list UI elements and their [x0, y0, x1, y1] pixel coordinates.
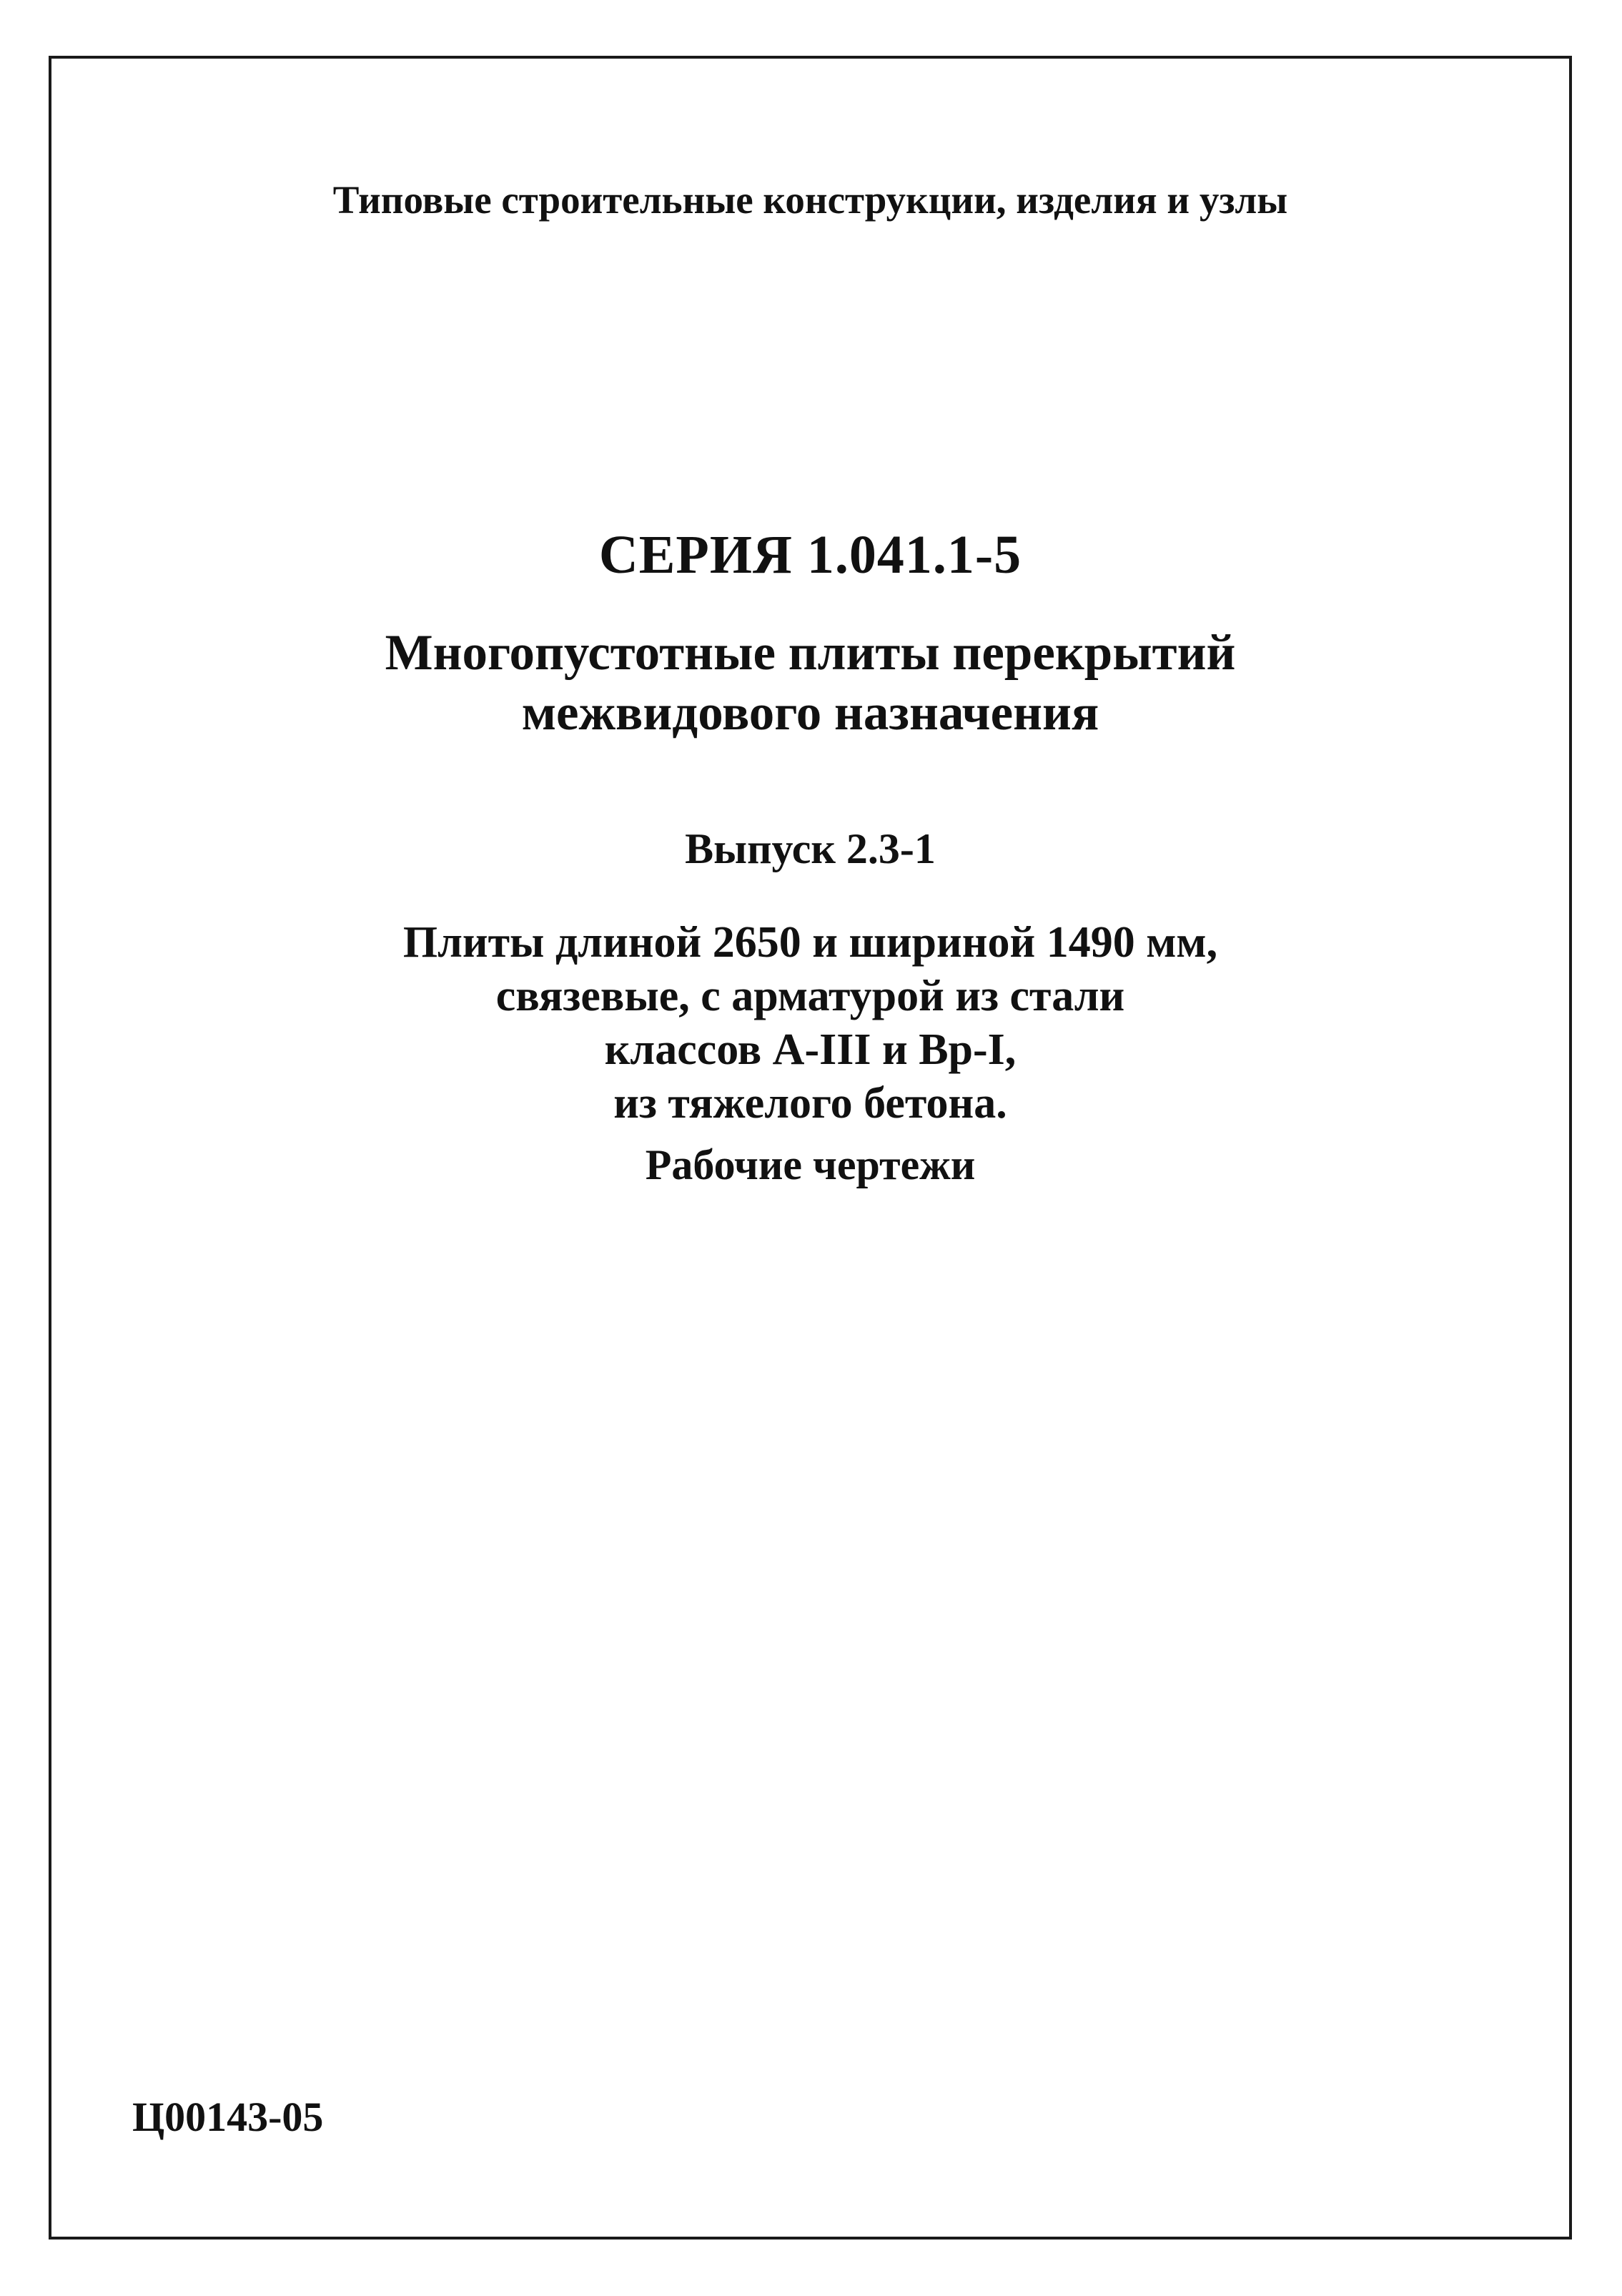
series-header: Типовые строительные конструкции, изделия и узлы — [332, 178, 1288, 222]
issue-number: Выпуск 2.3-1 — [685, 825, 936, 872]
page-frame — [49, 56, 1572, 2240]
series-number: СЕРИЯ 1.041.1-5 — [598, 525, 1022, 585]
issue-description-line-1: Плиты длиной 2650 и шириной 1490 мм, — [402, 918, 1218, 967]
document-type: Рабочие чертежи — [645, 1141, 976, 1188]
issue-description-line-3: классов А-III и Вр-I, — [604, 1025, 1017, 1074]
issue-description-line-4: из тяжелого бетона. — [613, 1079, 1007, 1128]
product-title-line-2: межвидового назначения — [521, 685, 1099, 741]
product-title-line-1: Многопустотные плиты перекрытий — [385, 625, 1236, 681]
document-code: Ц00143-05 — [132, 2094, 324, 2140]
issue-description-line-2: связевые, с арматурой из стали — [495, 972, 1125, 1020]
